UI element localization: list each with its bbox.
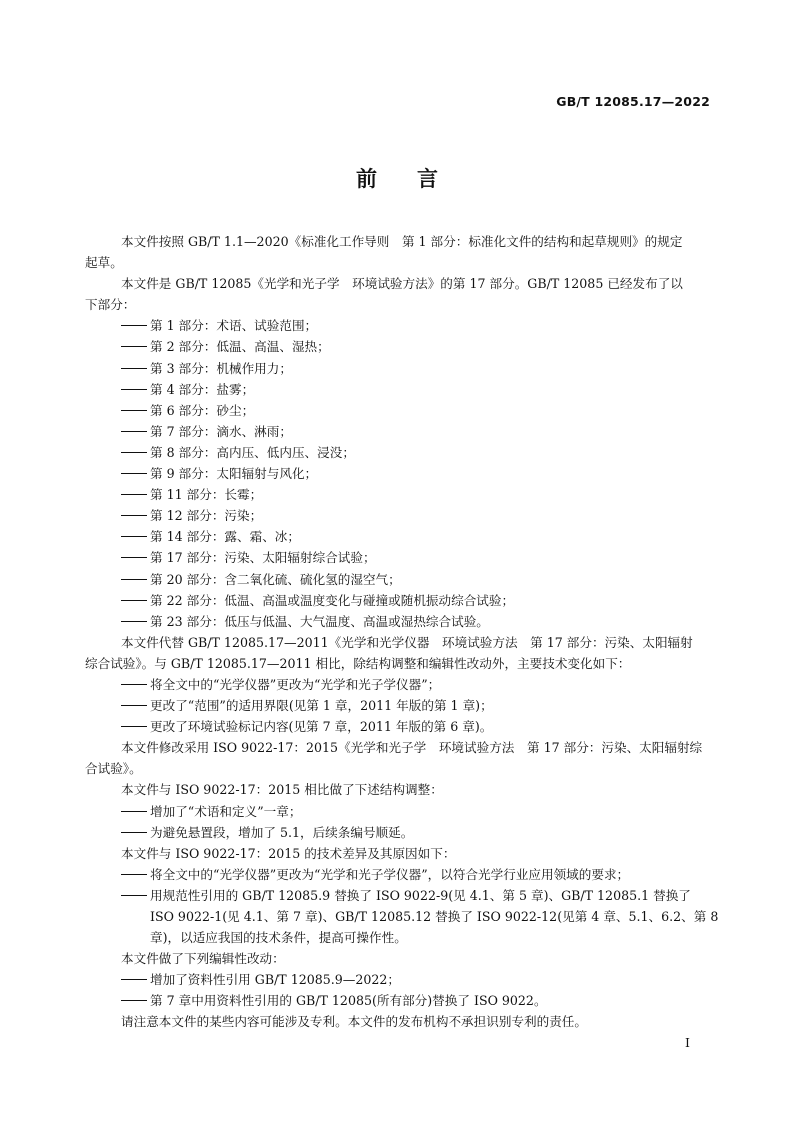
- list-item-text: 将全文中的“光学仪器”更改为“光学和光子学仪器”；: [150, 676, 441, 692]
- list-item-line: [121, 358, 711, 379]
- page-number: I: [685, 1035, 690, 1050]
- list-item-text: 第 20 部分：含二氧化硫、硫化氢的湿空气；: [150, 571, 401, 587]
- list-item: [121, 822, 711, 843]
- structure-list: [121, 801, 711, 843]
- dash-bullet-icon: [121, 895, 147, 896]
- list-item-line: [121, 442, 711, 463]
- list-item-line: [121, 885, 711, 906]
- list-item-text: 第 1 部分：术语、试验范围；: [150, 318, 318, 334]
- dash-bullet-icon: [121, 325, 147, 326]
- text-line: 本文件代替 GB/T 12085.17—2011《光学和光学仪器 环境试验方法 第 17 部分：污染、太阳辐射: [121, 634, 693, 650]
- list-item-text: 第 4 部分：盐雾；: [150, 381, 255, 397]
- list-item: [121, 400, 711, 421]
- dash-bullet-icon: [121, 557, 147, 558]
- list-item-line: [121, 526, 711, 547]
- dash-bullet-icon: [121, 726, 147, 727]
- dash-bullet-icon: [121, 368, 147, 369]
- text-line: 本文件是 GB/T 12085《光学和光子学 环境试验方法》的第 17 部分。GB/T 12085 已经发布了以: [121, 276, 683, 292]
- list-item-line: [121, 569, 711, 590]
- list-item: [121, 716, 711, 737]
- dash-bullet-icon: [121, 705, 147, 706]
- list-item-text: 增加了“术语和定义”一章；: [150, 803, 302, 819]
- document-id: GB/T 12085.17—2022: [556, 94, 710, 109]
- list-item: [121, 505, 711, 526]
- list-item-text: 第 11 部分：长霉；: [150, 487, 263, 503]
- list-item: [121, 569, 711, 590]
- list-item-line: [121, 315, 711, 336]
- list-item-text: 第 6 部分：砂尘；: [150, 402, 255, 418]
- list-item: [121, 969, 711, 990]
- diff-list: [121, 864, 719, 948]
- list-item-text: 将全文中的“光学仪器”更改为“光学和光子学仪器”，以符合光学行业应用领域的要求；: [150, 866, 630, 882]
- list-item-text: 第 12 部分：污染；: [150, 508, 263, 524]
- list-item-line: [121, 611, 711, 632]
- list-item-text: 第 3 部分：机械作用力；: [150, 360, 292, 376]
- text-line: 本文件与 ISO 9022-17：2015 的技术差异及其原因如下：: [121, 845, 456, 861]
- list-item-line: ISO 9022-1(见 4.1、第 7 章)、GB/T 12085.12 替换了 ISO 9022-12(见第 4 章、5.1、6.2、第 8: [150, 909, 719, 924]
- list-item-text: 第 23 部分：低压与低温、大气温度、高温或湿热综合试验。: [150, 613, 489, 629]
- dash-bullet-icon: [121, 431, 147, 432]
- paragraph-series: [85, 273, 711, 315]
- text-line: 本文件与 ISO 9022-17：2015 相比做了下述结构调整：: [121, 782, 443, 798]
- dash-bullet-icon: [121, 494, 147, 495]
- list-item-line: [121, 400, 711, 421]
- dash-bullet-icon: [121, 346, 147, 347]
- list-item: [121, 358, 711, 379]
- list-item: [121, 611, 711, 632]
- dash-bullet-icon: [121, 979, 147, 980]
- list-item: [121, 463, 711, 484]
- dash-bullet-icon: [121, 410, 147, 411]
- text-line: 请注意本文件的某些内容可能涉及专利。本文件的发布机构不承担识别专利的责任。: [121, 1014, 587, 1030]
- list-item-text: 增加了资料性引用 GB/T 12085.9—2022；: [150, 972, 401, 988]
- text-line: 合试验》。: [85, 761, 142, 777]
- list-item: [121, 442, 711, 463]
- list-item: [121, 695, 711, 716]
- list-item-line: [121, 969, 711, 990]
- dash-bullet-icon: [121, 832, 147, 833]
- list-item-line: [121, 505, 711, 526]
- dash-bullet-icon: [121, 600, 147, 601]
- text-line: 本文件做了下列编辑性改动：: [121, 951, 285, 967]
- dash-bullet-icon: [121, 515, 147, 516]
- list-item: [121, 885, 719, 948]
- paragraph-diff: [121, 843, 711, 864]
- list-item-line: [121, 990, 711, 1011]
- list-item-line: [121, 801, 711, 822]
- list-item-line: [121, 484, 711, 505]
- list-item: [121, 864, 711, 885]
- list-item-line: [121, 547, 711, 568]
- list-item: [121, 421, 711, 442]
- list-item-line: [121, 590, 711, 611]
- list-item: [121, 801, 711, 822]
- paragraph-iso: [85, 737, 711, 779]
- list-item-line: [121, 463, 711, 484]
- list-item-text: 用规范性引用的 GB/T 12085.9 替换了 ISO 9022-9(见 4.1、第 5 章)、GB/T 12085.1 替换了: [150, 887, 691, 903]
- dash-bullet-icon: [121, 1000, 147, 1001]
- page-title: 前言: [356, 167, 478, 191]
- text-line: 本文件按照 GB/T 1.1—2020《标准化工作导则 第 1 部分：标准化文件的结构和起草规则》的规定: [121, 234, 683, 249]
- list-item: [121, 484, 711, 505]
- dash-bullet-icon: [121, 536, 147, 537]
- list-item-text: 更改了“范围”的适用界限(见第 1 章，2011 年版的第 1 章)；: [150, 698, 493, 714]
- list-item: [121, 336, 711, 357]
- list-item: [121, 526, 711, 547]
- list-item-line: [121, 822, 711, 843]
- list-item-text: 第 22 部分：低温、高温或温度变化与碰撞或随机振动综合试验；: [150, 592, 515, 608]
- list-item-text: 第 9 部分：太阳辐射与风化；: [150, 466, 318, 482]
- list-item: [121, 590, 711, 611]
- paragraph-patent: [121, 1011, 711, 1032]
- list-item: [121, 547, 711, 568]
- list-item-text: 第 17 部分：污染、太阳辐射综合试验；: [150, 550, 376, 566]
- list-item-line: [121, 695, 711, 716]
- parts-list: [121, 315, 711, 631]
- list-item-text: 第 7 章中用资料性引用的 GB/T 12085(所有部分)替换了 ISO 9022。: [150, 993, 547, 1009]
- list-item-text: 第 14 部分：露、霜、冰；: [150, 529, 300, 545]
- list-item-text: 为避免悬置段，增加了 5.1，后续条编号顺延。: [150, 824, 414, 840]
- dash-bullet-icon: [121, 811, 147, 812]
- list-item: [121, 315, 711, 336]
- dash-bullet-icon: [121, 579, 147, 580]
- list-item: [121, 674, 711, 695]
- document-body: [85, 231, 719, 1033]
- list-item-line: 章)，以适应我国的技术条件，提高可操作性。: [150, 930, 407, 946]
- text-line: 起草。: [85, 255, 123, 271]
- list-item-line: [121, 421, 711, 442]
- list-item: [121, 990, 711, 1011]
- list-item-text: 第 2 部分：低温、高温、湿热；: [150, 339, 330, 355]
- list-item-line: [121, 336, 711, 357]
- list-item-line: [121, 674, 711, 695]
- edit-list: [121, 969, 711, 1011]
- dash-bullet-icon: [121, 621, 147, 622]
- text-line: 综合试验》。与 GB/T 12085.17—2011 相比，除结构调整和编辑性改动外，主要技术变化如下：: [85, 655, 631, 671]
- list-item-line: [121, 864, 711, 885]
- dash-bullet-icon: [121, 389, 147, 390]
- list-item-line: [121, 716, 711, 737]
- text-line: 本文件修改采用 ISO 9022-17：2015《光学和光子学 环境试验方法 第 17 部分：污染、太阳辐射综: [121, 740, 703, 756]
- paragraph-drafting-rules: [85, 231, 711, 273]
- paragraph-replace: [85, 632, 711, 674]
- dash-bullet-icon: [121, 452, 147, 453]
- changes-list: [121, 674, 711, 737]
- paragraph-edit: [121, 948, 711, 969]
- dash-bullet-icon: [121, 874, 147, 875]
- list-item-text: 更改了环境试验标记内容(见第 7 章，2011 年版的第 6 章)。: [150, 719, 493, 735]
- list-item-text: 第 7 部分：滴水、淋雨；: [150, 423, 292, 439]
- list-item: [121, 379, 711, 400]
- list-item-line: [121, 379, 711, 400]
- dash-bullet-icon: [121, 473, 147, 474]
- dash-bullet-icon: [121, 684, 147, 685]
- paragraph-structure: [121, 779, 711, 800]
- text-line: 下部分：: [85, 297, 136, 313]
- list-item-text: 第 8 部分：高内压、低内压、浸没；: [150, 444, 355, 460]
